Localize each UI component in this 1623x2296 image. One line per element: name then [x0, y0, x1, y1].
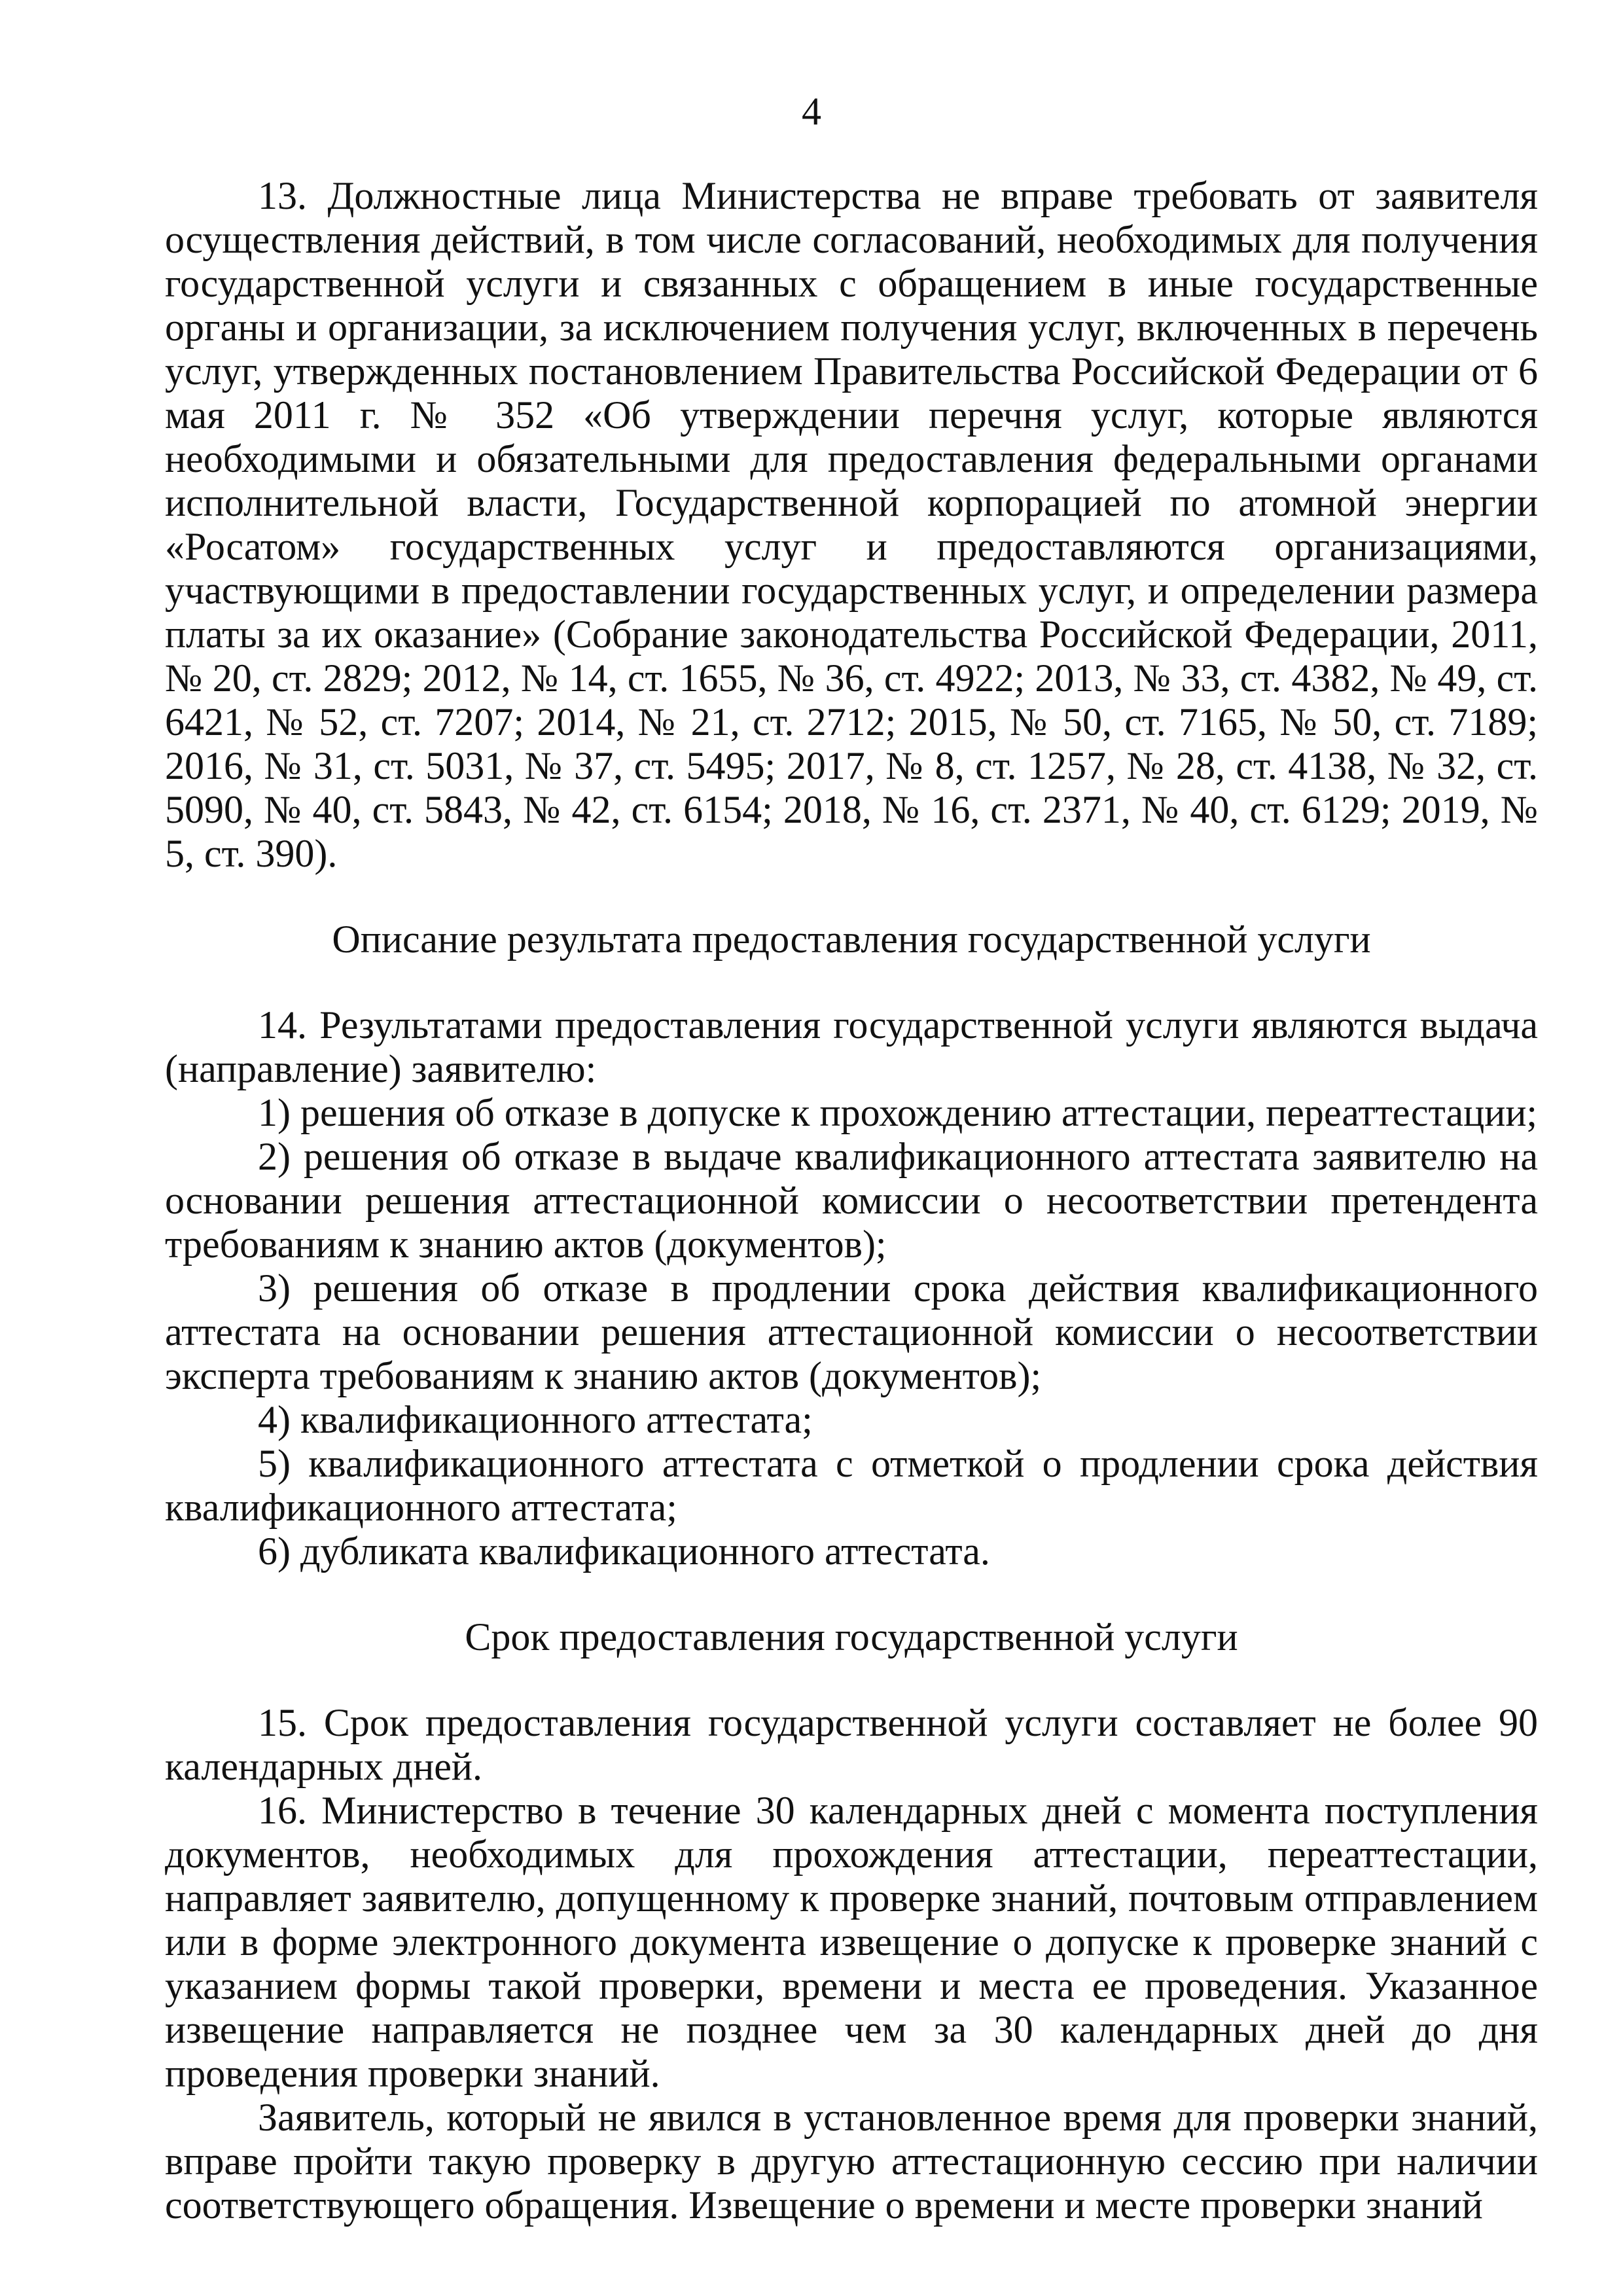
- clause-16-continuation: Заявитель, который не явился в установленное время для проверки знаний, вправе пройти такую проверку в другую аттестационную сессию при наличии соответствующего обращения. Извещение о времени и месте проверки знаний: [165, 2096, 1538, 2227]
- document-body: [165, 174, 1538, 2227]
- clause-14-item: 4) квалификационного аттестата;: [258, 1398, 813, 1441]
- clause-15: 15. Срок предоставления государственной услуги составляет не более 90 календарных дней.: [165, 1701, 1538, 1788]
- clause-14-intro: 14. Результатами предоставления государственной услуги являются выдача (направление) заявителю:: [165, 1003, 1538, 1090]
- clause-16: 16. Министерство в течение 30 календарных дней с момента поступления документов, необходимых для прохождения аттестации, переаттестации, направляет заявителю, допущенному к проверке знаний, почтовым отправлением или в форме электронного документа извещение о допуске к проверке знаний с указанием формы такой проверки, времени и места ее проведения. Указанное извещение направляется не позднее чем за 30 календарных дней до дня проведения проверки знаний.: [165, 1789, 1538, 2095]
- clause-14-item: 5) квалификационного аттестата с отметкой о продлении срока действия квалификационного аттестата;: [165, 1442, 1538, 1529]
- section-heading-result: Описание результата предоставления государственной услуги: [332, 918, 1371, 961]
- clause-14-item: 3) решения об отказе в продлении срока действия квалификационного аттестата на основании решения аттестационной комиссии о несоответствии эксперта требованиям к знанию актов (документов);: [165, 1266, 1538, 1397]
- section-heading-term: Срок предоставления государственной услуги: [465, 1615, 1238, 1659]
- clause-13: 13. Должностные лица Министерства не вправе требовать от заявителя осуществления действий, в том числе согласований, необходимых для получения государственной услуги и связанных с обращением в иные государственные органы и организации, за исключением получения услуг, включенных в перечень услуг, утвержденных постановлением Правительства Российской Федерации от 6 мая 2011 г. № 352 «Об утверждении перечня услуг, которые являются необходимыми и обязательными для предоставления федеральными органами исполнительной власти, Государственной корпорацией по атомной энергии «Росатом» государственных услуг и предоставляются организациями, участвующими в предоставлении государственных услуг, и определении размера платы за их оказание» (Собрание законодательства Российской Федерации, 2011, № 20, ст. 2829; 2012, № 14, ст. 1655, № 36, ст. 4922; 2013, № 33, ст. 4382, № 49, ст. 6421, № 52, ст. 7207; 2014, № 21, ст. 2712; 2015, № 50, ст. 7165, № 50, ст. 7189; 2016, № 31, ст. 5031, № 37, ст. 5495; 2017, № 8, ст. 1257, № 28, ст. 4138, № 32, ст. 5090, № 40, ст. 5843, № 42, ст. 6154; 2018, № 16, ст. 2371, № 40, ст. 6129; 2019, № 5, ст. 390).: [165, 174, 1538, 875]
- clause-14-item: 1) решения об отказе в допуске к прохождению аттестации, переаттестации;: [258, 1091, 1538, 1134]
- clause-14-item: 2) решения об отказе в выдаче квалификационного аттестата заявителю на основании решения аттестационной комиссии о несоответствии претендента требованиям к знанию актов (документов);: [165, 1135, 1538, 1266]
- clause-14-item: 6) дубликата квалификационного аттестата.: [258, 1530, 990, 1573]
- page-number: 4: [802, 90, 821, 133]
